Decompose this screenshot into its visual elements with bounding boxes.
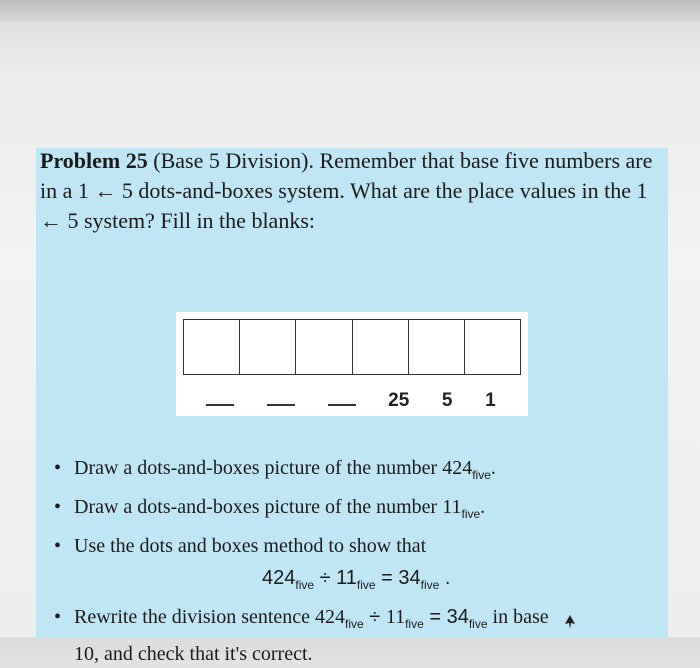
eq-number: 11 xyxy=(385,606,406,628)
list-item xyxy=(52,491,652,530)
place-box xyxy=(240,320,296,374)
place-value-25: 25 xyxy=(388,390,410,411)
task-text: 10, and check that it's correct. xyxy=(74,643,313,665)
task-list xyxy=(52,452,652,668)
subscript: five xyxy=(472,468,491,482)
place-box xyxy=(465,320,520,374)
place-values-row xyxy=(190,386,512,412)
eq-number: 34 xyxy=(446,606,469,628)
place-value-boxes xyxy=(183,319,521,375)
place-box xyxy=(409,320,465,374)
subscript: five xyxy=(461,507,481,521)
place-box xyxy=(184,320,240,374)
eq-number: 11 xyxy=(336,567,357,589)
eq-number: 424 xyxy=(262,567,296,589)
list-item xyxy=(52,452,652,491)
task-text: Rewrite the division sentence 424 xyxy=(74,606,346,628)
blank-line xyxy=(267,404,295,406)
list-item xyxy=(52,601,652,640)
task-text-tail: in base xyxy=(487,606,549,628)
place-box xyxy=(296,320,352,374)
eq-operator: ÷ xyxy=(314,567,337,589)
problem-body: (Base 5 Division). Remember that base five numbers are in a 1 ← 5 dots-and-boxes system. What are the place values in the 1 ← 5 system? Fill in the blanks: xyxy=(40,148,653,233)
blank-line xyxy=(206,404,234,406)
subscript: five xyxy=(295,578,315,592)
task-text: Draw a dots-and-boxes picture of the number 424 xyxy=(74,457,473,479)
place-box xyxy=(353,320,409,374)
eq-operator: ÷ xyxy=(363,606,386,628)
eq-end: . xyxy=(439,567,451,589)
task-end: . xyxy=(490,457,496,479)
place-value-1: 1 xyxy=(485,390,496,411)
top-bar xyxy=(0,0,700,22)
division-equation xyxy=(52,562,652,601)
subscript: five xyxy=(405,617,424,631)
list-item xyxy=(52,530,652,562)
problem-statement xyxy=(40,146,660,236)
eq-equals: = xyxy=(423,606,447,628)
eq-number: 34 xyxy=(398,567,421,589)
blank-line xyxy=(328,404,356,406)
subscript: five xyxy=(345,617,364,631)
list-item-continued xyxy=(52,640,652,668)
problem-title: Problem 25 xyxy=(40,148,148,173)
subscript: five xyxy=(468,617,488,631)
task-text: Use the dots and boxes method to show that xyxy=(74,535,427,557)
subscript: five xyxy=(420,578,440,592)
place-value-5: 5 xyxy=(441,390,453,411)
eq-equals: = xyxy=(375,567,399,589)
task-text: Draw a dots-and-boxes picture of the number 11 xyxy=(74,496,462,518)
mouse-cursor-icon xyxy=(565,615,575,629)
subscript: five xyxy=(356,578,376,592)
task-end: . xyxy=(480,496,486,518)
